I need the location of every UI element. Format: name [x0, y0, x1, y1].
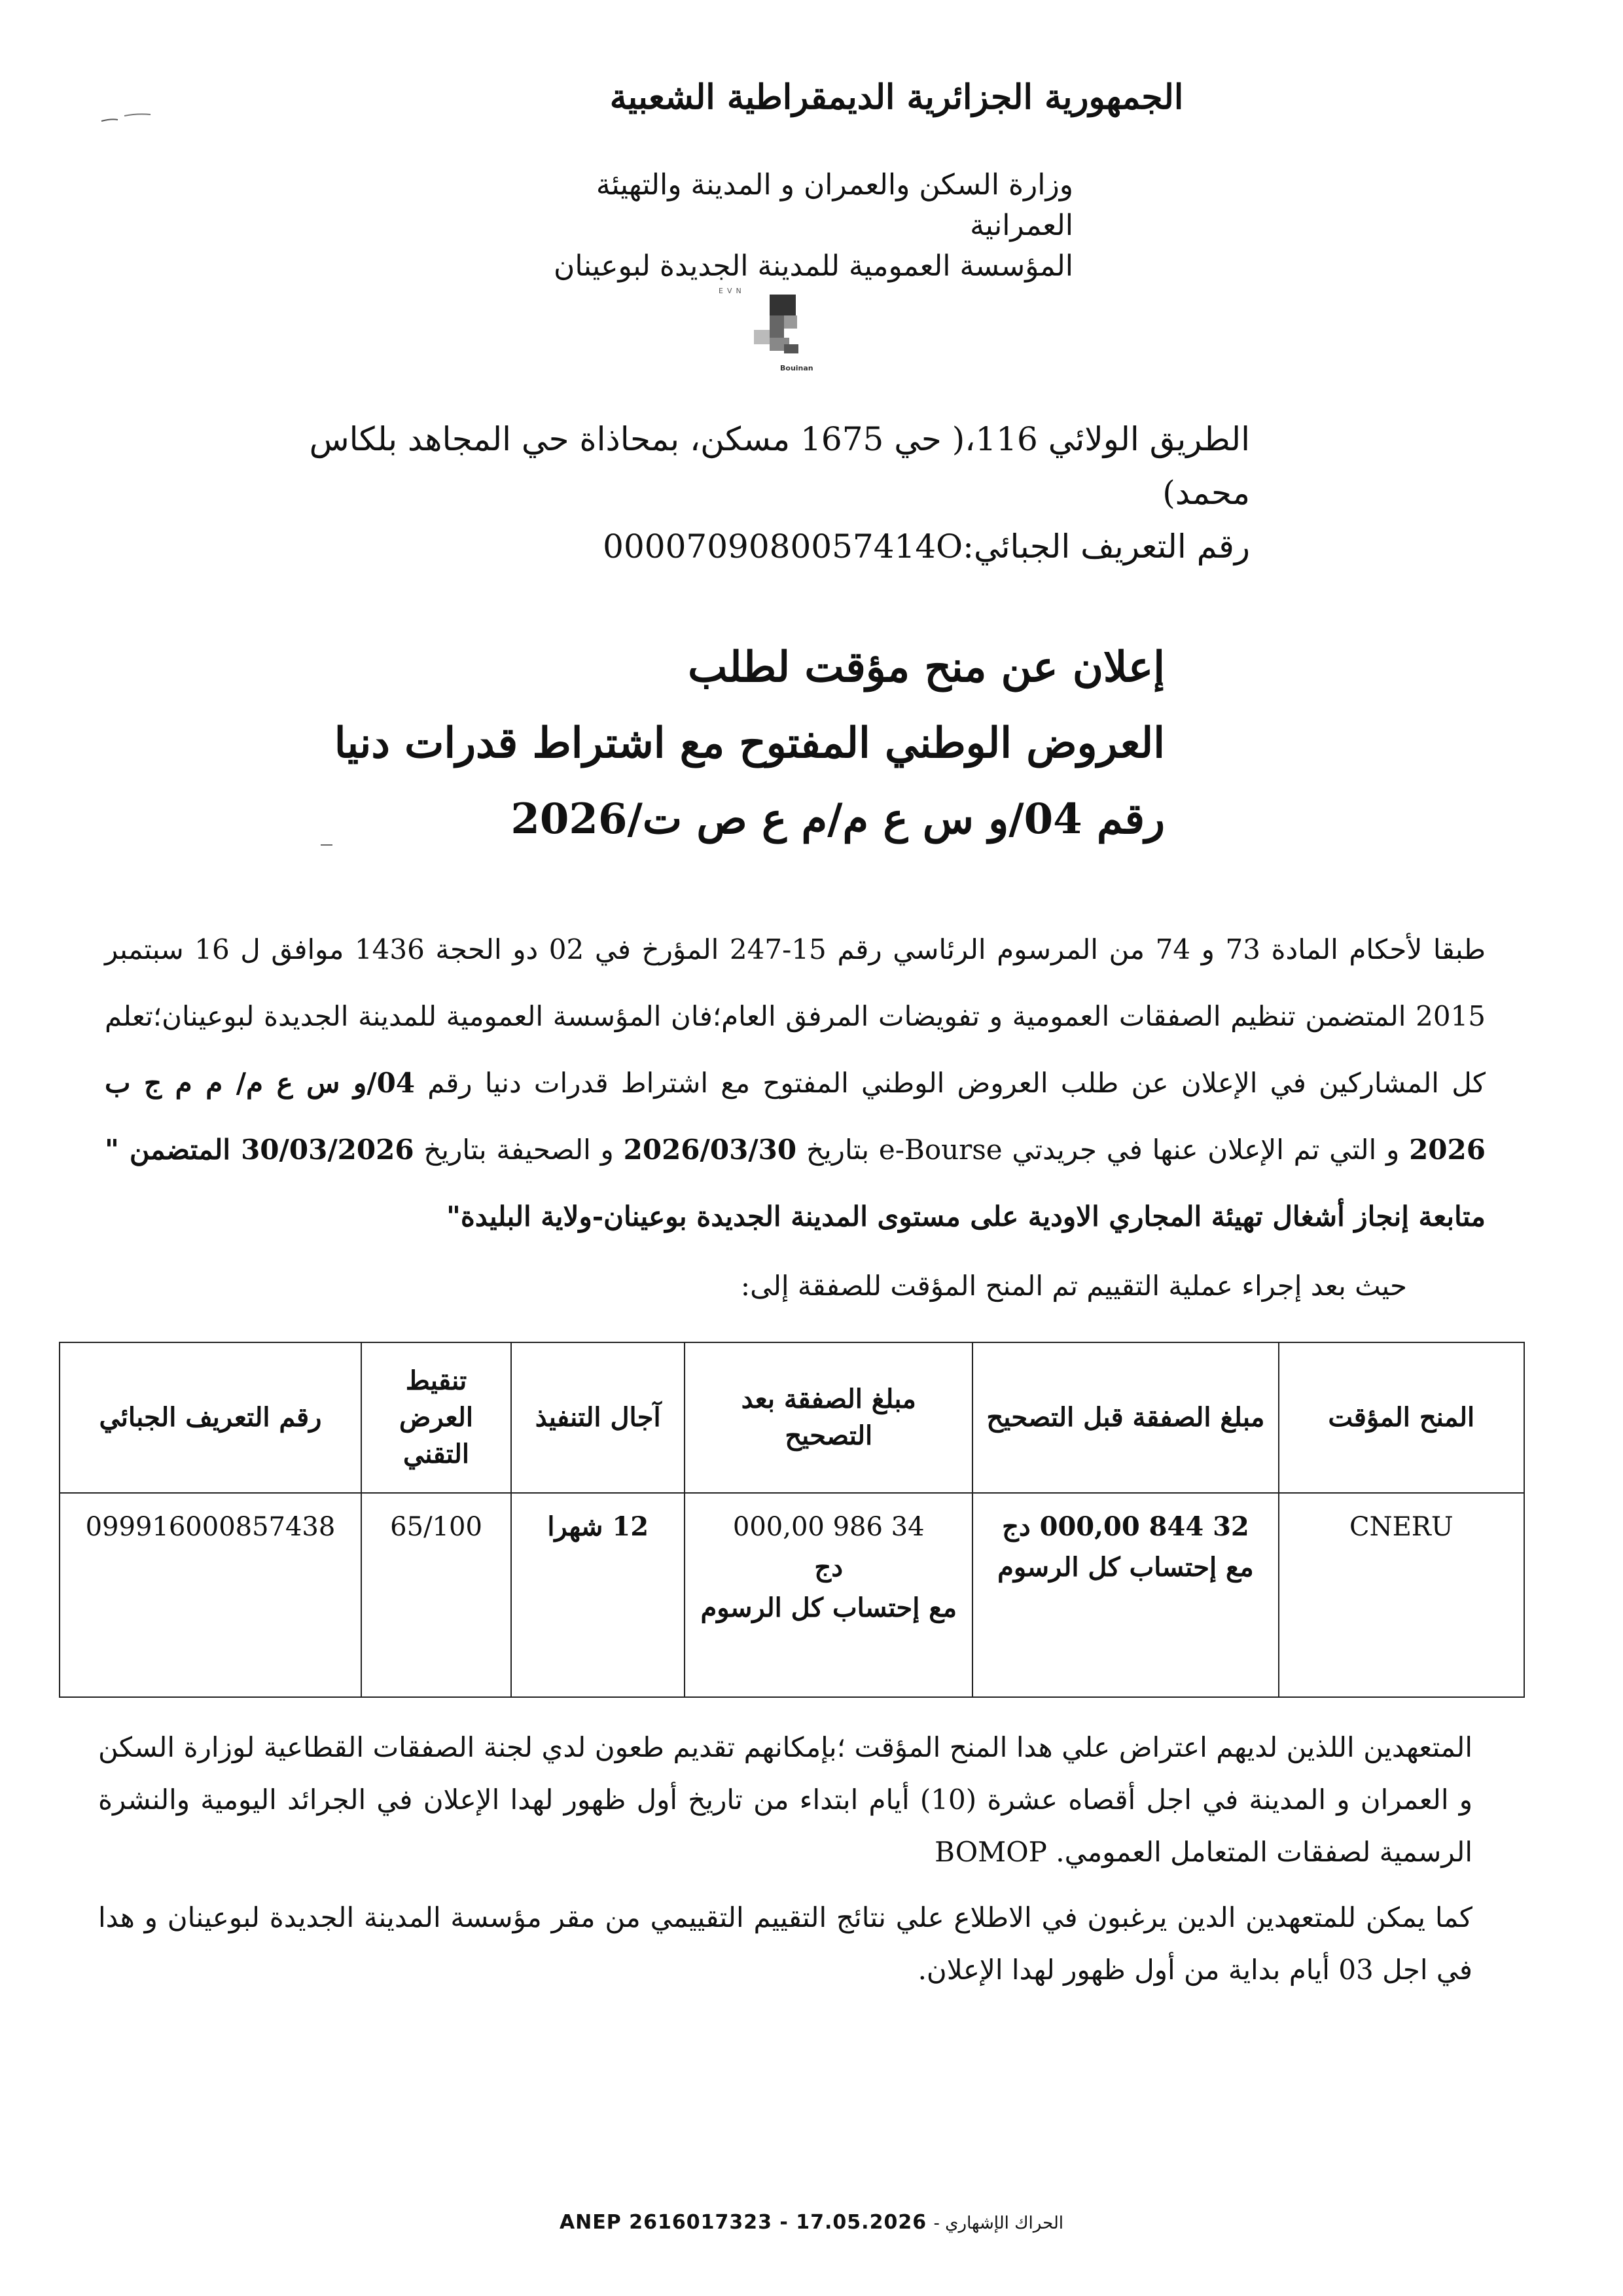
amount-after-value: 34 986 000,00 — [732, 1512, 925, 1542]
evn-logo — [732, 281, 810, 373]
ministry-block — [484, 165, 1073, 287]
footer-label: الحراك الإشهاري - — [933, 2214, 1064, 2233]
paragraph-text-a: طبقا لأحكام المادة 73 و 74 من المرسوم الرئاسي رقم 15-247 المؤرخ في 02 دو الحجة 1436 موافق ل 16 سبتمبر 2015 المتضمن تنظيم الصفقات العمومية و تفويضات المرفق العام؛فان المؤسسة العمومية للمدينة الجديدة لبوعينان؛تعلم كل المشاركين في الإعلان عن طلب العروض الوطني المفتوح مع اشتراط قدرات دنيا رقم — [105, 933, 1486, 1099]
cell-amount-after — [685, 1493, 972, 1697]
publication-footer — [0, 2211, 1623, 2234]
institution-name: المؤسسة العمومية للمدينة الجديدة لبوعينان — [554, 249, 1073, 283]
evaluation-intro: حيث بعد إجراء عملية التقييم تم المنح المؤقت للصفقة إلى: — [740, 1270, 1407, 1302]
amount-after-note: مع إحتساب كل الرسوم — [700, 1592, 957, 1623]
award-table — [59, 1342, 1525, 1698]
paragraph-text-c: و الصحيفة بتاريخ — [414, 1134, 624, 1166]
cell-execution-delay: 12 شهرا — [511, 1493, 685, 1697]
footer-reference: ANEP 2616017323 - 17.05.2026 — [559, 2211, 927, 2234]
address-block — [268, 412, 1250, 573]
logo-text-bottom: Bouinan — [780, 364, 813, 372]
header-technical-score: تنقيط العرض التقني — [361, 1342, 511, 1493]
publication-date-1: 2026/03/30 — [623, 1134, 797, 1166]
tax-id-line: رقم التعريف الجبائي:0000709080057414O — [603, 528, 1250, 565]
publication-date-2: 30/03/2026 — [241, 1134, 414, 1166]
cell-awardee: CNERU — [1279, 1493, 1524, 1697]
objection-paragraph: المتعهدين اللذين لديهم اعتراض علي هدا المنح المؤقت ؛بإمكانهم تقديم طعون لدي لجنة الصفقات القطاعية لوزارة السكن و العمران و المدينة في اجل أقصاه عشرة (10) أيام ابتداء من تاريخ أول ظهور لهدا الإعلان في الجرائد اليومية والنشرة الرسمية لصفقات المتعامل العمومي. BOMOP — [98, 1731, 1473, 1868]
amount-before-value: 32 844 000,00 دج — [1002, 1511, 1249, 1542]
title-line-2: العروض الوطني المفتوح مع اشتراط قدرات دنيا — [334, 719, 1165, 768]
tender-reference: 04/و س ع م/ م م ج ب 2026 — [105, 1067, 1486, 1166]
header-amount-before: مبلغ الصفقة قبل التصحيح — [972, 1342, 1278, 1493]
header-amount-after: مبلغ الصفقة بعد التصحيح — [685, 1342, 972, 1493]
title-line-3: رقم 04/و س ع م/م ع ص ت/2026 — [510, 795, 1165, 844]
consultation-paragraph: كما يمكن للمتعهدين الدين يرغبون في الاطلاع علي نتائج التقييم التقييمي من مقر مؤسسة المدينة الجديدة لبوعينان و هدا في اجل 03 أيام بداية من أول ظهور لهدا الإعلان. — [98, 1901, 1472, 1986]
amount-before-note: مع إحتساب كل الرسوم — [997, 1552, 1254, 1583]
cell-technical-score: 65/100 — [361, 1493, 511, 1697]
paragraph-text-b: و التي تم الإعلان عنها في جريدتي e-Bourse بتاريخ — [796, 1134, 1410, 1166]
table-header-row — [60, 1342, 1524, 1493]
title-line-1: إعلان عن منح مؤقت لطلب — [688, 643, 1165, 692]
table-row — [60, 1493, 1524, 1697]
cell-tax-id: 099916000857438 — [60, 1493, 361, 1697]
address-line: الطريق الولائي 116،( حي 1675 مسكن، بمحاذاة حي المجاهد بلكاس محمد) — [309, 420, 1250, 512]
header-provisional-award: المنح المؤقت — [1279, 1342, 1524, 1493]
amount-after-currency: دج — [814, 1552, 844, 1583]
legal-basis-paragraph — [105, 916, 1486, 1250]
project-subject: المتضمن " متابعة إنجاز أشغال تهيئة المجاري الاودية على مستوى المدينة الجديدة بوعينان-ولاية البليدة" — [105, 1134, 1486, 1232]
announcement-title — [249, 630, 1165, 857]
republic-heading: الجمهورية الجزائرية الديمقراطية الشعبية — [609, 77, 1184, 117]
header-execution-delay: آجال التنفيذ — [511, 1342, 685, 1493]
scan-dash-mark — [321, 844, 332, 846]
cell-amount-before — [972, 1493, 1278, 1697]
header-tax-id: رقم التعريف الجبائي — [60, 1342, 361, 1493]
ministry-name: وزارة السكن والعمران و المدينة والتهيئة العمرانية — [596, 168, 1073, 242]
logo-text-top: EVN — [719, 287, 745, 295]
